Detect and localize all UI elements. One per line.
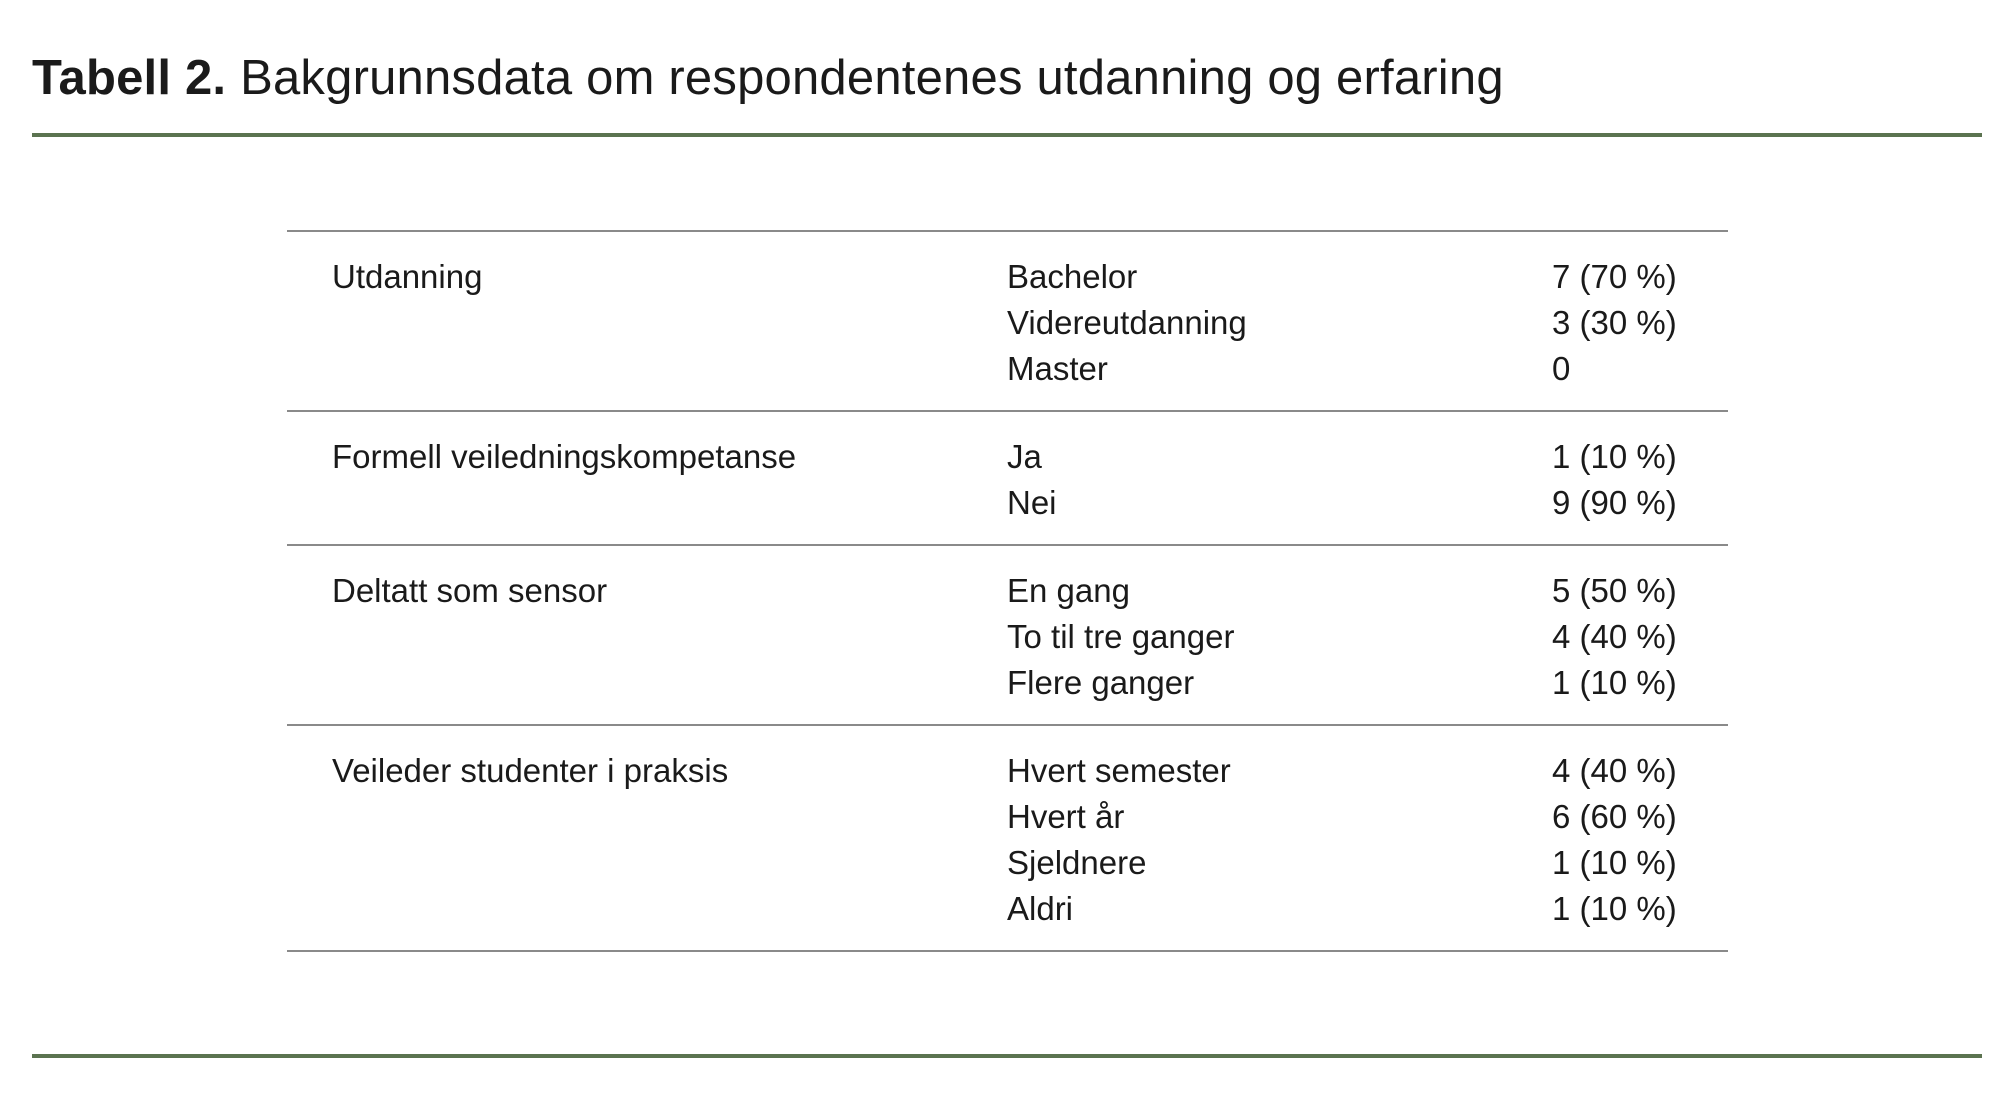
option-label: Hvert semester — [1007, 752, 1231, 789]
data-table — [287, 230, 1728, 952]
option-value: 1 (10 %) — [1552, 844, 1677, 881]
option-value: 4 (40 %) — [1552, 618, 1677, 655]
option-label: Nei — [1007, 484, 1057, 521]
option-label: En gang — [1007, 572, 1130, 609]
option-value: 1 (10 %) — [1552, 664, 1677, 701]
option-value: 9 (90 %) — [1552, 484, 1677, 521]
table-row — [287, 748, 1728, 794]
option-label: Hvert år — [1007, 798, 1125, 835]
table-group-utdanning — [287, 232, 1728, 412]
table-group-sensor — [287, 546, 1728, 726]
option-value: 4 (40 %) — [1552, 752, 1677, 789]
table-row — [287, 254, 1728, 300]
option-label: Master — [1007, 350, 1108, 387]
table-row — [287, 568, 1728, 614]
table-row — [287, 300, 1728, 346]
table-row — [287, 794, 1728, 840]
option-label: Ja — [1007, 438, 1042, 475]
bottom-divider — [32, 1054, 1982, 1058]
category-label: Utdanning — [332, 258, 483, 295]
table-row — [287, 480, 1728, 526]
option-value: 0 — [1552, 350, 1571, 387]
table-row — [287, 840, 1728, 886]
option-label: Flere ganger — [1007, 664, 1195, 701]
option-label: Bachelor — [1007, 258, 1138, 295]
table-number: Tabell 2. — [32, 51, 227, 105]
option-label: Sjeldnere — [1007, 844, 1147, 881]
option-value: 6 (60 %) — [1552, 798, 1677, 835]
table-group-praksis — [287, 726, 1728, 952]
category-label: Deltatt som sensor — [332, 572, 608, 609]
table-group-veiledningskompetanse — [287, 412, 1728, 546]
option-label: To til tre ganger — [1007, 618, 1235, 655]
table-row — [287, 434, 1728, 480]
option-value: 1 (10 %) — [1552, 890, 1677, 927]
table-title: Bakgrunnsdata om respondentenes utdanning og erfaring — [240, 51, 1504, 105]
table-row — [287, 346, 1728, 392]
table-row — [287, 660, 1728, 706]
table-caption — [32, 48, 1504, 108]
option-label: Aldri — [1007, 890, 1074, 927]
option-value: 1 (10 %) — [1552, 438, 1677, 475]
category-label: Veileder studenter i praksis — [332, 752, 729, 789]
table-row — [287, 614, 1728, 660]
option-value: 7 (70 %) — [1552, 258, 1677, 295]
option-label: Videreutdanning — [1007, 304, 1247, 341]
option-value: 3 (30 %) — [1552, 304, 1677, 341]
category-label: Formell veiledningskompetanse — [332, 438, 797, 475]
table-row — [287, 886, 1728, 932]
option-value: 5 (50 %) — [1552, 572, 1677, 609]
top-divider — [32, 133, 1982, 137]
